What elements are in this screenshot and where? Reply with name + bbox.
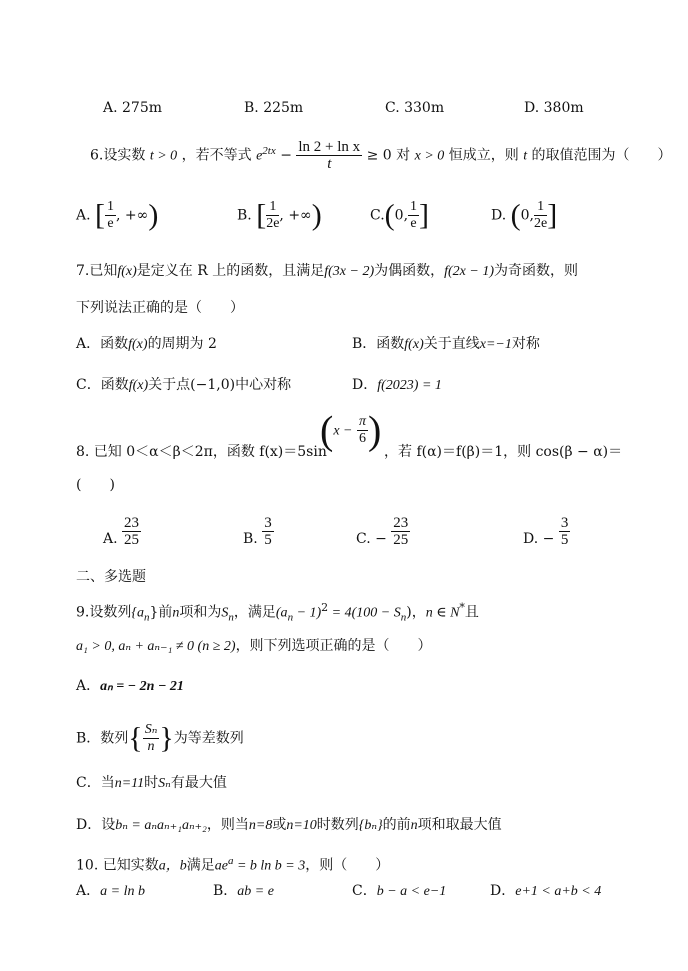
q6-exp-sup: 2tx	[262, 144, 276, 157]
paren-left-icon: (	[510, 198, 521, 232]
q6-a-num: 1	[107, 199, 115, 214]
q7-b-text: 关于直线	[423, 336, 480, 352]
q9-a-label: A．	[76, 678, 101, 694]
q6-a-frac	[105, 199, 116, 232]
q8-stem-tail: ，若 f(α)＝f(β)＝1，则 cos(β − α)＝	[384, 444, 623, 460]
q10-eq-c: = b ln b = 3	[233, 858, 306, 874]
q6-text: 6.设实数	[90, 147, 146, 164]
q8-arg-frac	[357, 414, 368, 447]
q7-d-label: D．	[352, 377, 378, 393]
q9-c-text: 时	[144, 775, 159, 791]
q7-line1	[76, 262, 578, 281]
section-heading: 二、多选题	[76, 569, 146, 585]
q9-d-text: 的前	[382, 817, 411, 833]
q10-a-label: A．	[76, 883, 101, 899]
q8-c-label: C. −	[356, 531, 387, 547]
q8-b-num: 3	[264, 515, 272, 531]
q6-d-frac	[534, 199, 547, 232]
q8-text: 8. 已知 0＜α＜β＜2π，函数 f(x)＝5sin	[76, 444, 327, 460]
q9-stem: 9.设数列$\{a_n\}$前n项和为$S_n$，满足$(a_n - 1)^2 = 4(100 - S_n)$，n ∈ N*且	[76, 601, 479, 624]
q6-b-label: B.	[237, 207, 252, 224]
bracket-right-icon: ]	[419, 198, 430, 232]
q7-text: 是定义在 R 上的函数，且满足	[136, 263, 325, 279]
q10-b-eq: ab = e	[237, 884, 274, 899]
q9-c-S: Sₙ	[158, 776, 171, 791]
q6-c-num: 1	[410, 199, 418, 214]
q9-c-eq: n=11	[114, 776, 145, 791]
q9-option-c	[76, 774, 227, 793]
q9-b-label: B．数列	[76, 730, 129, 747]
q8-a-label: A.	[103, 531, 118, 547]
q9-d-text: 项和取最大值	[417, 817, 502, 833]
q7-text: 为奇函数，则	[494, 263, 578, 279]
q7-c-label: C．函数	[76, 377, 129, 393]
q10-c-eq: b − a < e−1	[376, 884, 447, 899]
q5-option-a: A. 275m	[103, 100, 163, 116]
q8-option-b	[243, 508, 274, 548]
q9-d-label: D．设	[76, 817, 116, 833]
bracket-left-icon: [	[256, 198, 267, 232]
q9-b-text: 为等差数列	[173, 730, 244, 747]
q9-option-a	[76, 677, 184, 696]
q6-a-tail: , +∞	[116, 207, 149, 224]
paren-right-icon: )	[311, 198, 322, 232]
q8-d-frac	[559, 515, 571, 548]
q8-option-a	[103, 508, 141, 548]
q7-f2x: f(2x − 1)	[444, 264, 494, 279]
q9-b-frac	[143, 722, 160, 755]
q6-a-den: e	[107, 216, 114, 231]
q6-option-d	[491, 199, 557, 232]
q10-eq-sup: a	[227, 855, 234, 867]
q8-b-frac	[262, 515, 274, 548]
q8-d-num: 3	[560, 515, 569, 531]
q9-seq-end: }	[149, 604, 159, 621]
paren-right-icon: )	[148, 198, 159, 232]
q10-a-eq: a = ln b	[100, 884, 145, 899]
q6-b-den: 2e	[266, 216, 280, 231]
q6-c-label: C.	[370, 207, 385, 224]
q7-f3x: f(3x − 2)	[324, 264, 375, 279]
q9-b-den: n	[147, 739, 155, 754]
q6-a-label: A.	[76, 207, 91, 224]
q9-text: 且	[464, 604, 479, 621]
q6-minus: −	[280, 147, 292, 164]
q8-b-den: 5	[264, 532, 272, 548]
q10-d-label: D．	[490, 883, 516, 899]
q9-seq-sub: n	[143, 611, 150, 624]
q6-d-den: 2e	[534, 216, 548, 231]
q6-b-frac	[266, 199, 279, 232]
q5-option-d: D. 380m	[524, 100, 584, 116]
q6-text: 对	[396, 147, 411, 164]
q8-a-frac	[122, 515, 141, 548]
q9-text: 前	[158, 604, 173, 621]
q9-eq-c: = 4(100 − S	[328, 605, 401, 621]
q7-b-label: B．函数	[352, 336, 405, 352]
q9-text: ，则下列选项正确的是（ ）	[235, 638, 432, 654]
q10-text: ，则（ ）	[305, 857, 390, 874]
q10-option-d	[490, 882, 601, 901]
q7-option-d	[352, 376, 442, 395]
q7-b-text: 对称	[511, 336, 540, 352]
brace-right-icon: }	[159, 721, 174, 755]
q9-eq-b: − 1)	[293, 605, 322, 621]
q8-option-d	[523, 508, 570, 548]
q10-text: 10. 已知实数	[76, 857, 159, 874]
q10-b-label: B．	[213, 883, 238, 899]
q6-fraction	[296, 139, 362, 172]
q10-option-c	[352, 882, 446, 901]
q7-d-eq: f(2023) = 1	[377, 378, 442, 393]
q6-d-num: 1	[534, 199, 547, 216]
q7-c-text: 中心对称	[235, 377, 292, 393]
q9-text: 项和为	[179, 604, 222, 621]
q7-option-b	[352, 335, 540, 354]
q10-text: 满足	[186, 857, 215, 874]
q8-d-label: D. −	[523, 531, 555, 547]
q9-option-b	[76, 722, 244, 755]
q9-n: n	[172, 605, 180, 621]
q9-c-label: C．当	[76, 775, 115, 791]
q6-t: t	[523, 148, 528, 164]
q7-c-text: 关于点	[148, 377, 191, 393]
q9-eq-d: )	[406, 604, 412, 621]
brace-left-icon: {	[128, 721, 143, 755]
q8-arg-den: 6	[358, 431, 366, 446]
q8-c-num: 23	[393, 515, 409, 531]
q7-line2: 下列说法正确的是（ ）	[76, 300, 244, 316]
q7-b-eq: x=−1	[479, 337, 512, 352]
q9-cond: a₁ > 0, aₙ + aₙ₋₁ ≠ 0 (n ≥ 2)	[76, 639, 236, 654]
q8-b-label: B.	[243, 531, 258, 547]
q9-eq: (a	[275, 605, 288, 621]
q9-c-text: 有最大值	[170, 775, 227, 791]
paren-left-icon: (	[320, 407, 334, 453]
q9-d-n8: n=8	[248, 818, 273, 833]
q6-text: 的取值范围为（ ）	[531, 147, 672, 164]
q9-text: 9.设数列	[76, 604, 132, 621]
q6-text: ，若不等式	[181, 147, 252, 164]
q7-option-c	[76, 376, 291, 395]
q7-a-text: 的周期为 2	[147, 336, 217, 352]
paren-right-icon: )	[367, 407, 382, 453]
q6-stem	[90, 139, 672, 172]
q8-argument	[320, 407, 382, 453]
q6-option-c	[370, 199, 429, 232]
q8-arg-x: x −	[333, 423, 353, 439]
q9-d-beq: bₙ = aₙaₙ₊₁aₙ₊₂	[115, 818, 207, 833]
q9-text: ，	[411, 604, 426, 621]
q6-frac-den: t	[327, 156, 332, 172]
q6-b-tail: , +∞	[279, 207, 312, 224]
q7-c-fx: f(x)	[128, 378, 149, 393]
q9-seq: {a	[131, 605, 144, 621]
q8-c-den: 25	[393, 532, 409, 548]
q8-d-den: 5	[560, 532, 569, 548]
q6-condition-x: x > 0	[414, 148, 445, 164]
q10-option-a	[76, 882, 145, 901]
q9-a-eq: aₙ = − 2n − 21	[100, 679, 184, 694]
q6-c-den: e	[410, 216, 417, 231]
q8-c-frac	[391, 515, 410, 548]
q7-a-fx: f(x)	[128, 337, 148, 352]
q8-paren: ( )	[76, 477, 115, 493]
q9-b-num: Sₙ	[144, 722, 158, 737]
q8-arg-num: π	[358, 414, 366, 429]
q5-option-c: C. 330m	[385, 100, 445, 116]
q6-condition-t: t > 0	[149, 148, 178, 164]
bracket-right-icon: ]	[547, 198, 558, 232]
q8-a-num: 23	[124, 515, 140, 531]
q10-eq: ae	[214, 858, 228, 874]
q6-d-head: 0,	[520, 207, 534, 224]
q6-text: 恒成立，则	[448, 147, 519, 164]
q10-ab: a，b	[158, 858, 187, 874]
q6-ge0: ≥ 0	[366, 147, 392, 164]
q6-d-label: D.	[491, 207, 507, 224]
q6-c-head: 0,	[394, 207, 409, 224]
q9-d-text: 时数列	[316, 817, 359, 833]
q8-option-c	[356, 508, 410, 548]
q7-text: 为偶函数，	[374, 263, 445, 279]
q8-a-den: 25	[124, 532, 140, 548]
q9-d-text: 或	[272, 817, 287, 833]
q6-b-num: 1	[266, 199, 279, 216]
bracket-left-icon: [	[95, 198, 106, 232]
q6-option-a	[76, 199, 158, 232]
q7-b-fx: f(x)	[404, 337, 424, 352]
q10-c-label: C．	[352, 883, 377, 899]
q9-option-d	[76, 816, 502, 835]
q7-a-label: A．函数	[76, 336, 129, 352]
q9-d-n: n	[410, 818, 418, 833]
q6-frac-num: ln 2 + ln x	[298, 139, 361, 155]
q9-d-text: ，则当	[206, 817, 249, 833]
paren-left-icon: (	[384, 198, 395, 232]
q5-option-b: B. 225m	[244, 100, 304, 116]
q9-S-sub: n	[228, 611, 234, 624]
q10-d-eq: e+1 < a+b < 4	[515, 884, 602, 899]
q6-option-b	[237, 199, 322, 232]
q7-c-point: (−1,0)	[190, 377, 236, 393]
q6-c-frac	[408, 199, 419, 232]
q6-exp-base: e	[256, 148, 263, 164]
q9-d-n10: n=10	[286, 818, 317, 833]
q9-d-bn: {bₙ}	[358, 818, 383, 833]
q9-text: ，满足	[233, 604, 276, 621]
q10-stem	[76, 852, 389, 876]
q9-nN: n ∈ N	[425, 605, 460, 621]
q9-S: S	[221, 605, 229, 621]
q7-text: 7.已知	[76, 263, 118, 279]
q7-option-a	[76, 335, 217, 354]
q7-fx: f(x)	[117, 264, 137, 279]
q8-stem	[76, 443, 327, 461]
q10-option-b	[213, 882, 274, 901]
q9-condition	[76, 637, 432, 656]
